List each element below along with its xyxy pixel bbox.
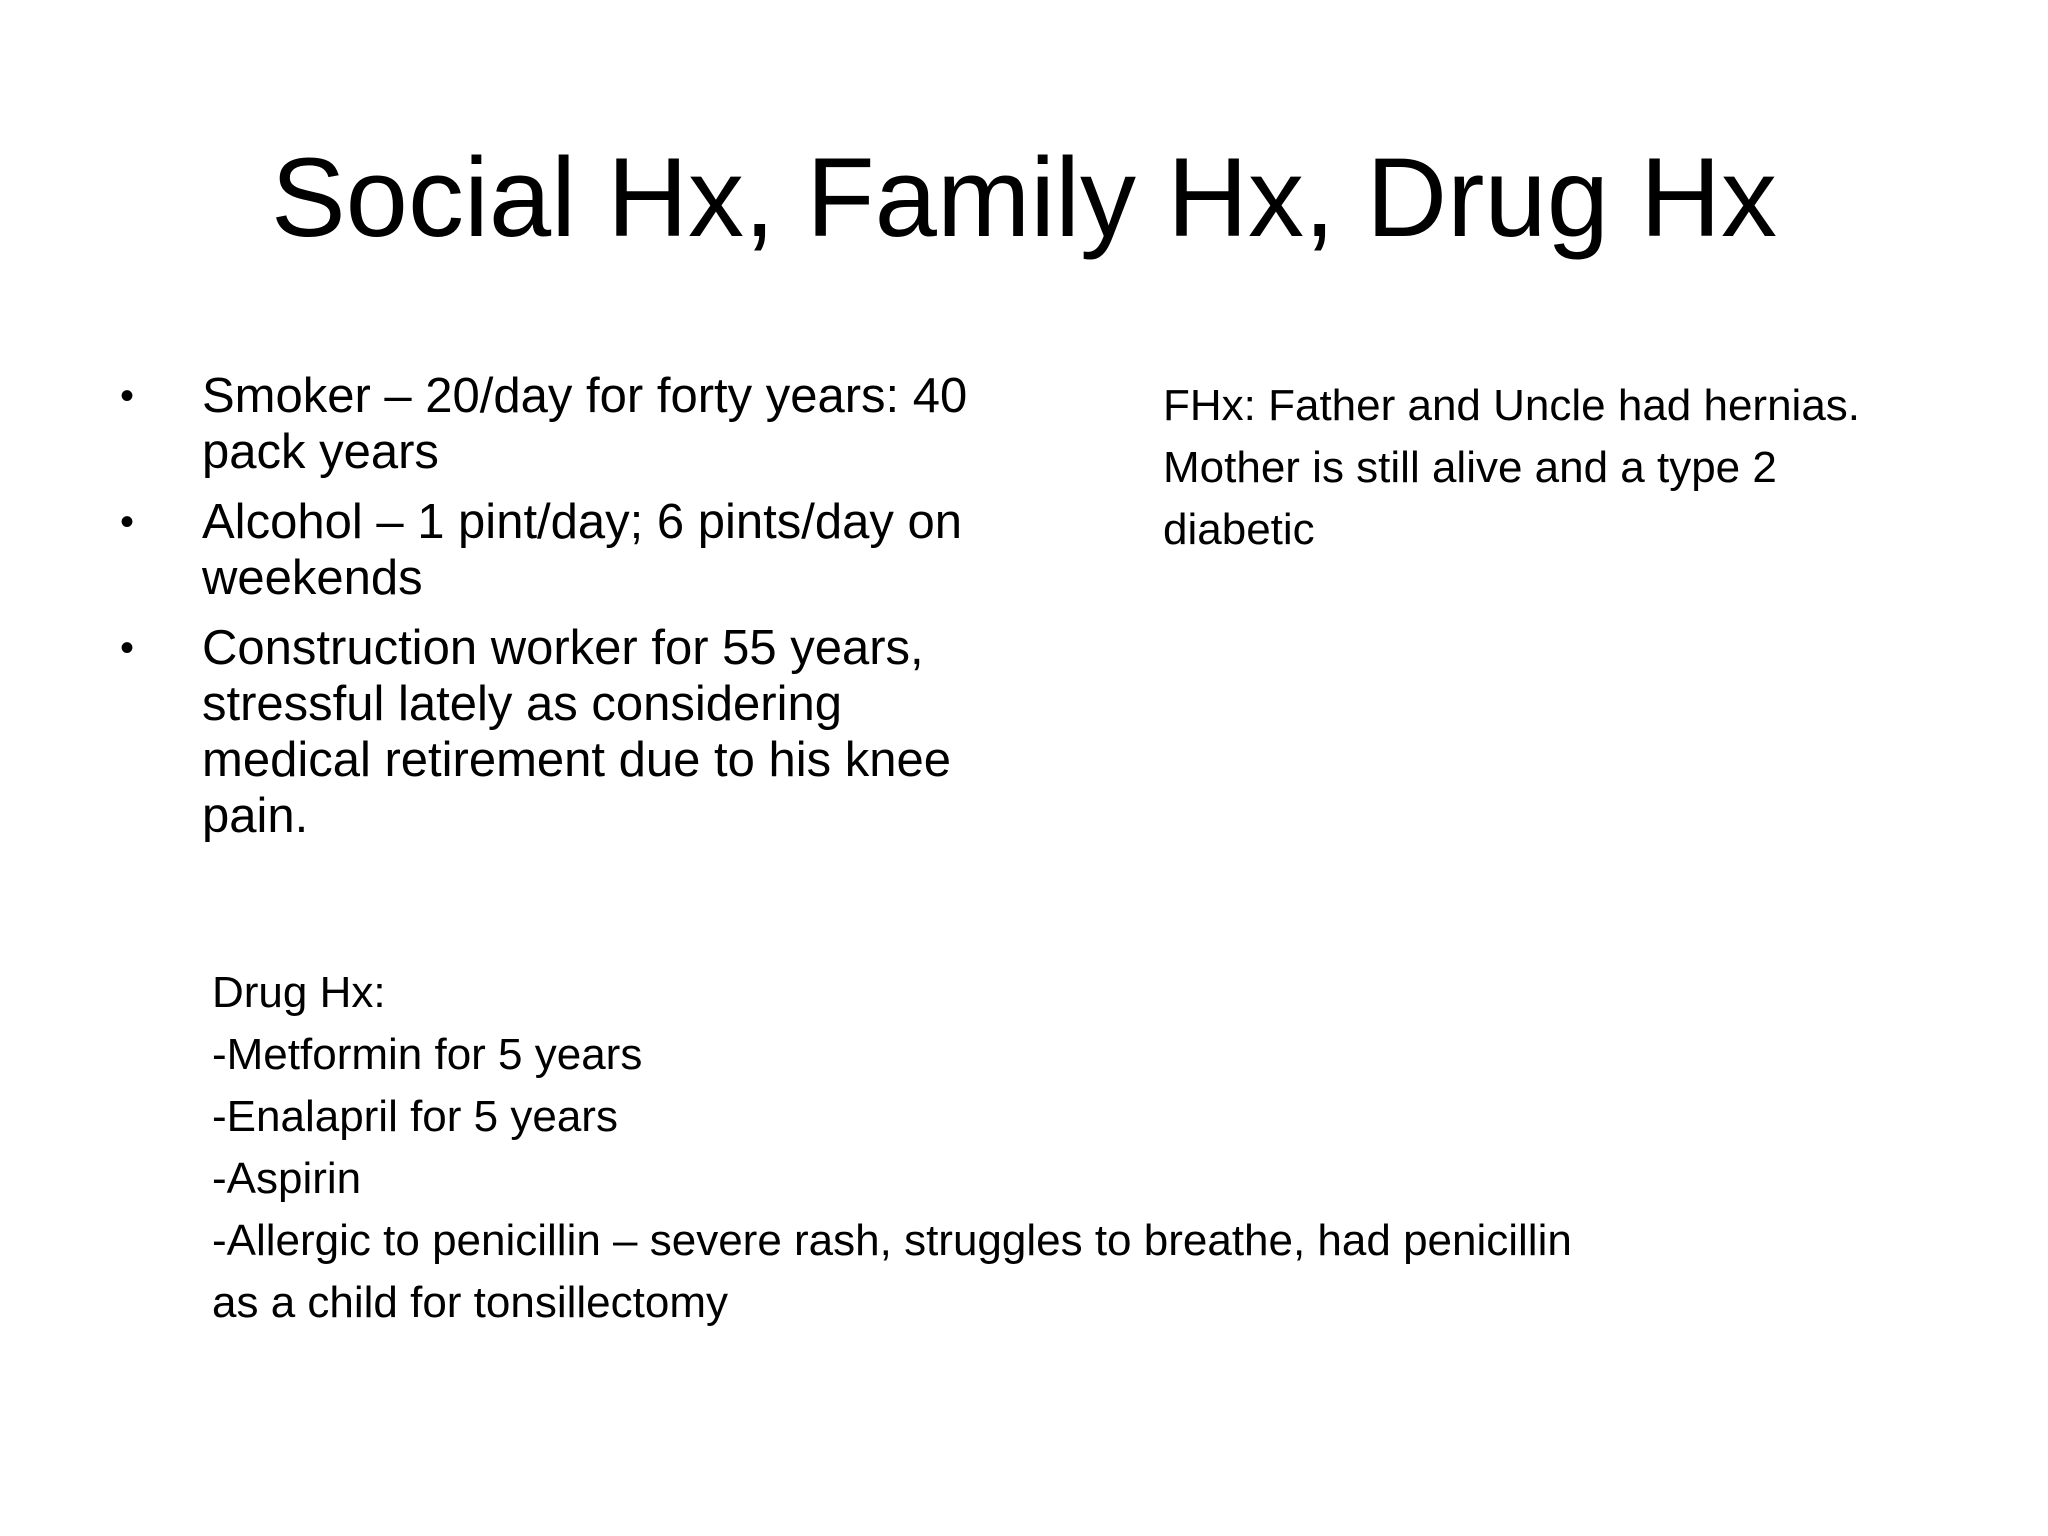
family-history-block (1163, 375, 1883, 561)
family-history-line: Mother is still alive and a type 2 diabetic (1163, 443, 1777, 554)
social-item-smoking: Smoker – 20/day for forty years: 40 pack years (202, 369, 968, 479)
list-item (120, 494, 1020, 606)
drug-history-line: -Aspirin (212, 1154, 362, 1203)
bullet-icon: • (120, 374, 135, 418)
drug-history-line: -Metformin for 5 years (212, 1030, 643, 1079)
slide-title: Social Hx, Family Hx, Drug Hx (270, 135, 1778, 260)
drug-history-block (212, 962, 1612, 1334)
drug-history-line: -Enalapril for 5 years (212, 1092, 618, 1141)
drug-history-line: -Allergic to penicillin – severe rash, struggles to breathe, had penicillin as a child for tonsillectomy (212, 1216, 1572, 1327)
social-history-list (120, 368, 1020, 858)
social-item-alcohol: Alcohol – 1 pint/day; 6 pints/day on weekends (202, 495, 963, 605)
list-item (120, 620, 1020, 844)
list-item (120, 368, 1020, 480)
social-item-occupation: Construction worker for 55 years, stressful lately as considering medical retirement due to his knee pain. (202, 621, 951, 843)
bullet-icon: • (120, 626, 135, 670)
drug-history-heading: Drug Hx: (212, 968, 386, 1017)
family-history-line: FHx: Father and Uncle had hernias. (1163, 381, 1861, 430)
bullet-icon: • (120, 500, 135, 544)
